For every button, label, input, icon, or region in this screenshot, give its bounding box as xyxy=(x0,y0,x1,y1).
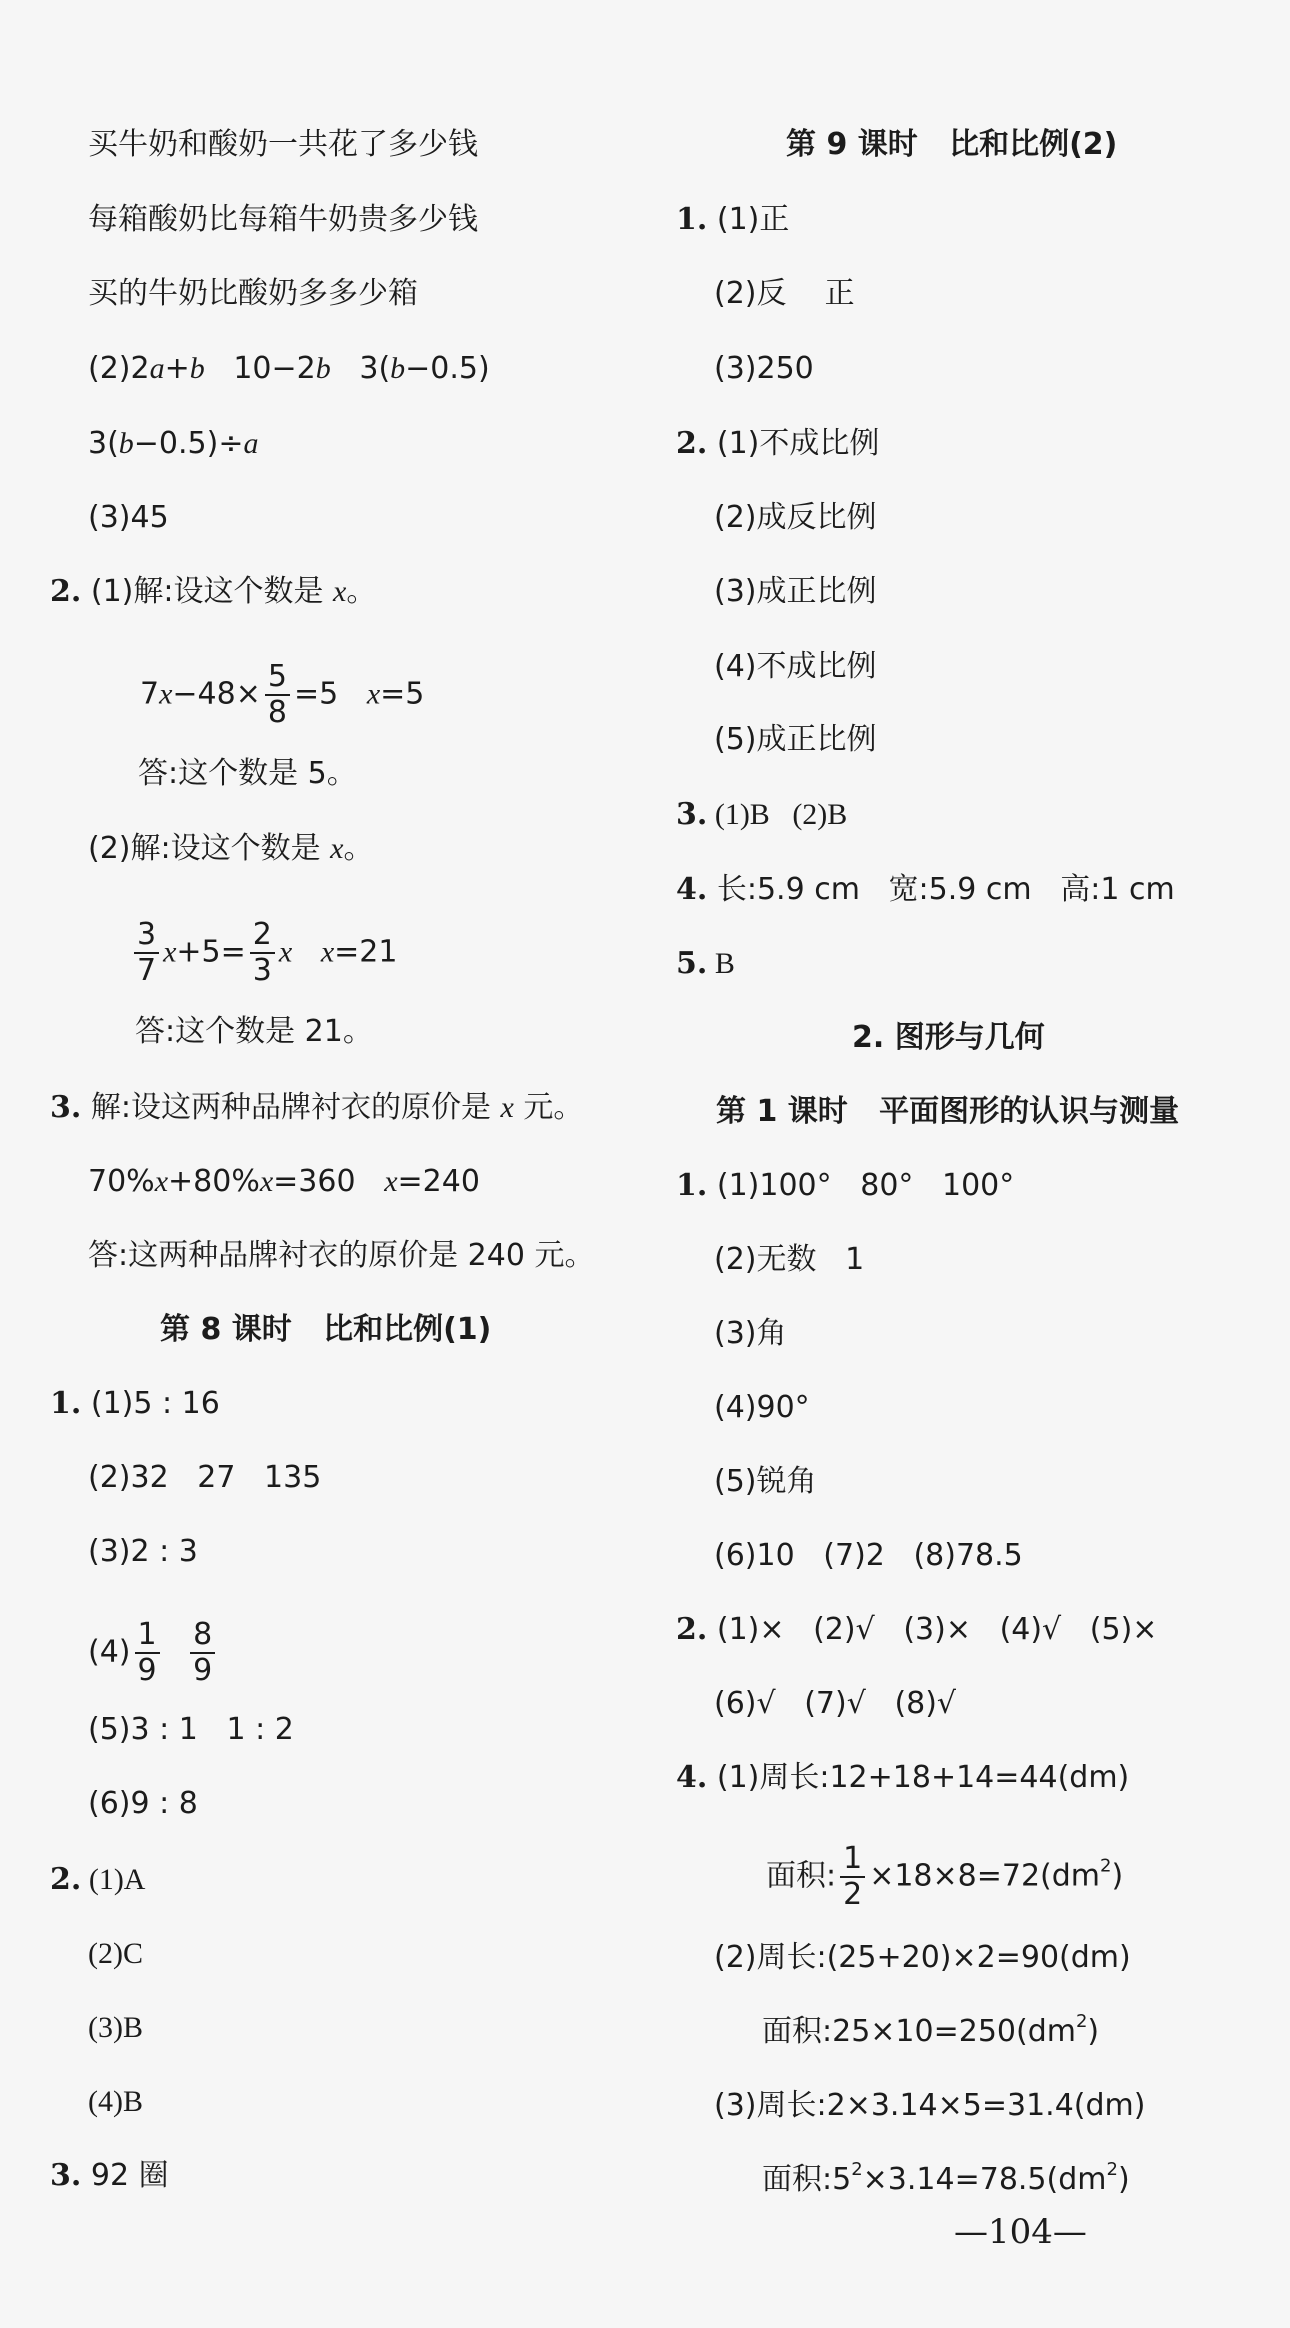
question-number: 2. xyxy=(50,574,82,609)
question-number: 4. xyxy=(676,872,708,907)
s1-item-3 xyxy=(88,1532,198,1572)
question-2-part-2 xyxy=(88,829,373,869)
text: 第 9 课时 比和比例(2) xyxy=(786,127,1118,162)
left-line-5 xyxy=(88,424,258,464)
text: (2)周长:(25+20)×2=90(dm) xyxy=(714,1940,1131,1975)
var: x xyxy=(259,1165,274,1198)
r2-item-2 xyxy=(714,498,877,538)
fraction xyxy=(840,1842,865,1912)
question-number: 1. xyxy=(50,1386,82,1421)
text: (5)锐角 xyxy=(714,1464,817,1499)
text: +5= xyxy=(176,934,246,970)
text: (1)解:设这个数是 xyxy=(81,574,334,609)
text: (4) xyxy=(88,1634,131,1670)
question-2 xyxy=(50,572,376,612)
left-line-6 xyxy=(88,498,169,538)
denominator: 2 xyxy=(843,1877,863,1912)
text xyxy=(292,935,321,970)
text: (1)周长:12+18+14=44(dm) xyxy=(707,1760,1130,1795)
text: =240 xyxy=(397,1164,480,1199)
g4-item-1 xyxy=(676,1758,1129,1798)
text: 面积:5 xyxy=(762,2162,852,2197)
g1-item-6 xyxy=(714,1536,1023,1576)
g4-item-6 xyxy=(762,2160,1130,2200)
numerator: 5 xyxy=(265,660,290,696)
text: (2)无数 1 xyxy=(714,1242,865,1277)
text: ) xyxy=(1111,1858,1124,1894)
text: (3)成正比例 xyxy=(714,574,877,609)
question-number: 1. xyxy=(676,202,708,237)
s1-item-6 xyxy=(88,1784,198,1824)
text: 10−2 xyxy=(204,351,316,386)
r4-item-1 xyxy=(676,870,1175,910)
text: (1)5 : 16 xyxy=(81,1386,220,1421)
question-number: 1. xyxy=(676,1168,708,1203)
lesson-1-heading xyxy=(716,1092,1179,1132)
question-number: 4. xyxy=(676,1760,708,1795)
numerator: 8 xyxy=(190,1618,215,1654)
text: 面积: xyxy=(766,1858,837,1894)
var: x xyxy=(278,935,293,969)
r1-item-1 xyxy=(676,200,789,240)
question-3 xyxy=(50,1088,583,1128)
s3-item-1 xyxy=(50,2156,169,2196)
var: x xyxy=(159,677,173,711)
text: =5 xyxy=(380,676,425,712)
denominator: 3 xyxy=(252,953,272,988)
text: ×18×8=72(dm xyxy=(869,1858,1101,1894)
text: (2)2 xyxy=(88,351,150,386)
g1-item-5 xyxy=(714,1462,817,1502)
r5-item-1 xyxy=(676,944,735,984)
text: ) xyxy=(1117,2162,1130,2197)
var: x xyxy=(320,935,335,969)
text: 。 xyxy=(343,831,374,866)
r2-item-3 xyxy=(714,572,877,612)
fraction xyxy=(250,918,275,988)
left-line-1 xyxy=(88,125,478,165)
text: (3)角 xyxy=(714,1316,787,1351)
text: −0.5) xyxy=(405,351,490,386)
question-number: 2. xyxy=(50,1862,82,1897)
text: 92 圈 xyxy=(81,2158,169,2193)
s2-item-1 xyxy=(50,1860,145,1900)
text: (2)成反比例 xyxy=(714,500,877,535)
var: x xyxy=(154,1165,169,1198)
lesson-8-heading xyxy=(160,1310,491,1350)
text: −48× xyxy=(172,676,261,712)
answer-2 xyxy=(135,1012,373,1052)
text: 答:这两种品牌衬衣的原价是 240 元。 xyxy=(88,1238,595,1273)
text: 7 xyxy=(140,676,160,712)
g1-item-2 xyxy=(714,1240,864,1280)
page-number: —104— xyxy=(954,2212,1087,2252)
text: ×3.14=78.5(dm xyxy=(862,2162,1107,2197)
text: 买牛奶和酸奶一共花了多少钱 xyxy=(88,127,478,162)
answer-3 xyxy=(88,1236,594,1276)
numerator: 2 xyxy=(250,918,275,954)
text: ) xyxy=(1087,2014,1100,2049)
text: (2)32 27 135 xyxy=(88,1460,322,1495)
text: (2)反 正 xyxy=(714,276,855,311)
text: (6)10 (7)2 (8)78.5 xyxy=(714,1538,1023,1573)
text: (4)B xyxy=(88,2085,143,2118)
var: x xyxy=(163,935,177,969)
text: B xyxy=(707,947,735,980)
text: 3( xyxy=(330,351,391,386)
fraction xyxy=(134,918,159,988)
question-number: 3. xyxy=(676,797,708,832)
g4-item-2 xyxy=(766,1842,1123,1912)
text: =21 xyxy=(334,934,398,970)
equation-3 xyxy=(88,1162,480,1202)
text: (3)周长:2×3.14×5=31.4(dm) xyxy=(714,2088,1146,2123)
text: (1)× (2)√ (3)× (4)√ (5)× xyxy=(707,1612,1158,1647)
s1-item-5 xyxy=(88,1710,294,1750)
text: (3)B xyxy=(88,2011,143,2044)
equation-2 xyxy=(130,918,397,988)
question-number: 3. xyxy=(50,2158,82,2193)
section-2-heading xyxy=(852,1018,1045,1058)
text: −0.5)÷ xyxy=(133,426,244,461)
text: (1)B (2)B xyxy=(707,798,848,831)
var: b xyxy=(315,352,331,385)
s1-item-1 xyxy=(50,1384,220,1424)
var: x xyxy=(330,832,344,865)
left-line-3 xyxy=(88,274,418,314)
text: 第 8 课时 比和比例(1) xyxy=(160,1312,492,1347)
text: (4)90° xyxy=(714,1390,810,1425)
text: (1)A xyxy=(81,1863,146,1896)
superscript: 2 xyxy=(1100,1855,1112,1877)
text: (4)不成比例 xyxy=(714,649,877,684)
fraction xyxy=(265,660,290,730)
left-line-4 xyxy=(88,349,490,389)
text: 答:这个数是 21。 xyxy=(135,1014,373,1049)
equation-1 xyxy=(140,660,424,730)
text: 每箱酸奶比每箱牛奶贵多少钱 xyxy=(88,202,478,237)
s2-item-2 xyxy=(88,1934,143,1974)
g4-item-5 xyxy=(714,2086,1145,2126)
denominator: 9 xyxy=(137,1653,157,1688)
answer-1 xyxy=(138,754,357,794)
var: a xyxy=(149,352,165,385)
s1-item-4 xyxy=(88,1618,219,1688)
g2-item-2 xyxy=(714,1684,956,1724)
denominator: 8 xyxy=(267,695,287,730)
s2-item-3 xyxy=(88,2008,143,2048)
text: 第 1 课时 平面图形的认识与测量 xyxy=(716,1094,1180,1129)
question-number: 3. xyxy=(50,1090,82,1125)
r2-item-4 xyxy=(714,647,877,687)
r2-item-5 xyxy=(714,720,877,760)
r1-item-2 xyxy=(714,274,855,314)
text: (1)正 xyxy=(707,202,790,237)
lesson-9-heading xyxy=(786,125,1117,165)
text: 答:这个数是 5。 xyxy=(138,756,357,791)
var: x xyxy=(333,575,347,608)
text: (1)100° 80° 100° xyxy=(707,1168,1015,1203)
g1-item-1 xyxy=(676,1166,1014,1206)
denominator: 9 xyxy=(193,1653,213,1688)
numerator: 1 xyxy=(135,1618,160,1654)
var: x xyxy=(500,1091,514,1124)
var: b xyxy=(189,352,205,385)
text: 。 xyxy=(346,574,377,609)
fraction xyxy=(190,1618,215,1688)
s2-item-4 xyxy=(88,2082,143,2122)
superscript: 2 xyxy=(1106,2159,1118,2180)
g1-item-4 xyxy=(714,1388,810,1428)
text: 元。 xyxy=(513,1090,584,1125)
g4-item-3 xyxy=(714,1938,1131,1978)
text: (5)成正比例 xyxy=(714,722,877,757)
text: (3)45 xyxy=(88,500,169,535)
g4-item-4 xyxy=(762,2012,1099,2052)
text: (2)C xyxy=(88,1937,143,1970)
fraction xyxy=(135,1618,160,1688)
s1-item-2 xyxy=(88,1458,321,1498)
question-number: 5. xyxy=(676,946,708,981)
text: =360 xyxy=(273,1164,385,1199)
r3-item-1 xyxy=(676,795,847,835)
text: 2. 图形与几何 xyxy=(852,1020,1045,1055)
text: =5 xyxy=(293,676,367,712)
var: b xyxy=(118,427,134,460)
question-number: 2. xyxy=(676,426,708,461)
text: (6)9 : 8 xyxy=(88,1786,198,1821)
text: (3)2 : 3 xyxy=(88,1534,198,1569)
text: 70% xyxy=(88,1164,155,1199)
text: (3)250 xyxy=(714,351,814,386)
var: x xyxy=(366,677,381,711)
denominator: 7 xyxy=(137,953,157,988)
superscript: 2 xyxy=(1075,2011,1088,2032)
var: x xyxy=(384,1165,398,1198)
left-line-2 xyxy=(88,200,478,240)
text: + xyxy=(164,351,190,386)
text: (6)√ (7)√ (8)√ xyxy=(714,1686,957,1721)
var: b xyxy=(390,352,406,385)
question-number: 2. xyxy=(676,1612,708,1647)
text: (2)解:设这个数是 xyxy=(88,831,331,866)
text: 面积:25×10=250(dm xyxy=(762,2014,1076,2049)
spacer xyxy=(164,1636,187,1669)
r1-item-3 xyxy=(714,349,814,389)
text: 解:设这两种品牌衬衣的原价是 xyxy=(81,1090,501,1125)
var: a xyxy=(243,427,259,460)
superscript: 2 xyxy=(851,2159,863,2180)
text: 3( xyxy=(88,426,119,461)
numerator: 1 xyxy=(840,1842,865,1878)
numerator: 3 xyxy=(134,918,159,954)
g2-item-1 xyxy=(676,1610,1157,1650)
r2-item-1 xyxy=(676,424,879,464)
text: 长:5.9 cm 宽:5.9 cm 高:1 cm xyxy=(707,872,1175,907)
text: +80% xyxy=(168,1164,260,1199)
text: 买的牛奶比酸奶多多少箱 xyxy=(88,276,418,311)
text: (1)不成比例 xyxy=(707,426,880,461)
g1-item-3 xyxy=(714,1314,787,1354)
text: (5)3 : 1 1 : 2 xyxy=(88,1712,294,1747)
